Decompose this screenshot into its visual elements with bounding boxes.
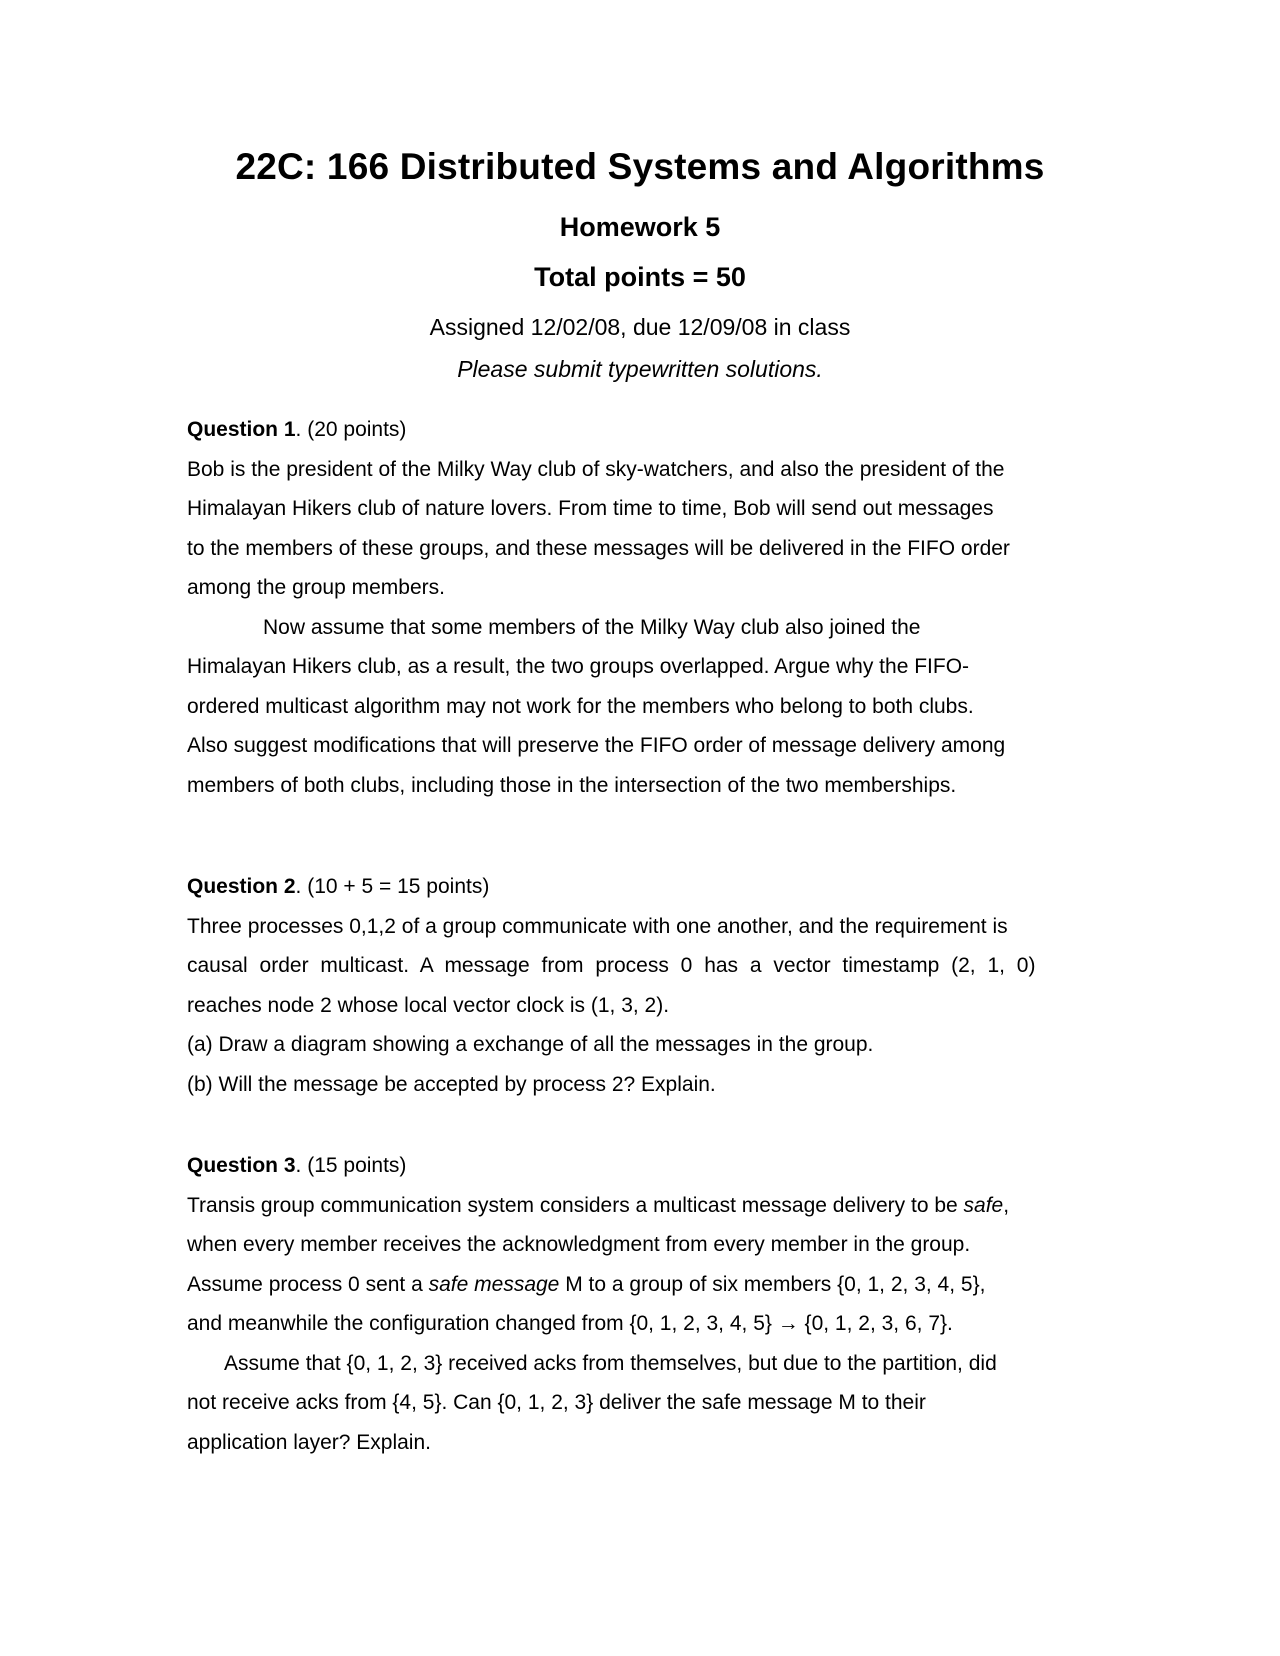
question-1-line: to the members of these groups, and these messages will be delivered in the FIFO order [187,536,1010,560]
question-2-part-b: (b) Will the message be accepted by process 2? Explain. [187,1072,716,1096]
total-points: Total points = 50 [534,262,746,292]
question-3-text: , [1003,1193,1010,1217]
question-2-line: reaches node 2 whose local vector clock is (1, 3, 2). [187,993,670,1017]
question-2-label: Question 2 [187,875,296,898]
question-1-line: members of both clubs, including those in the intersection of the two memberships. [187,773,957,797]
question-3-line [187,1265,1087,1305]
question-1-line: Also suggest modifications that will preserve the FIFO order of message delivery among [187,734,1006,757]
question-3-line [187,1186,1087,1226]
question-1-points: . (20 points) [295,418,407,441]
question-2-heading [187,867,1087,907]
question-2-line: Three processes 0,1,2 of a group communicate with one another, and the requirement is [187,914,1008,938]
question-1-line: Himalayan Hikers club of nature lovers. From time to time, Bob will send out messages [187,497,994,520]
page-title: 22C: 166 Distributed Systems and Algorithms [235,146,1045,187]
question-1-line: Himalayan Hikers club, as a result, the two groups overlapped. Argue why the FIFO- [187,655,970,678]
question-1-line: ordered multicast algorithm may not work for the members who belong to both clubs. [187,694,974,718]
question-3-emphasis: safe message [428,1272,560,1296]
question-3-points: . (15 points) [295,1154,407,1177]
question-1-line: among the group members. [187,576,445,599]
question-3-line: and meanwhile the configuration changed from {0, 1, 2, 3, 4, 5} → {0, 1, 2, 3, 6, 7}. [187,1312,953,1335]
question-1-line: Bob is the president of the Milky Way club of sky-watchers, and also the president of the [187,457,1005,481]
question-3 [187,1146,1087,1462]
question-3-label: Question 3 [187,1154,296,1177]
question-3-line: application layer? Explain. [187,1430,431,1454]
question-2 [187,867,1087,1104]
question-3-emphasis: safe [963,1193,1004,1217]
question-3-text: Assume process 0 sent a [187,1272,429,1296]
question-3-text: Transis group communication system considers a multicast message delivery to be [187,1193,964,1217]
question-1-heading [187,410,1087,450]
question-2-part-a: (a) Draw a diagram showing a exchange of all the messages in the group. [187,1033,874,1056]
question-1-line: Now assume that some members of the Milky Way club also joined the [263,615,921,639]
question-1 [187,410,1087,805]
assigned-dates: Assigned 12/02/08, due 12/09/08 in class [429,314,851,340]
question-3-heading [187,1146,1087,1186]
submission-note: Please submit typewritten solutions. [457,356,823,382]
question-3-line: not receive acks from {4, 5}. Can {0, 1, 2, 3} deliver the safe message M to their [187,1391,926,1414]
question-2-points: . (10 + 5 = 15 points) [295,875,490,898]
question-3-line: when every member receives the acknowledgment from every member in the group. [187,1233,971,1256]
question-2-line: causal order multicast. A message from process 0 has a vector timestamp (2, 1, 0) [187,954,1036,977]
question-3-text: M to a group of six members {0, 1, 2, 3, 4, 5}, [559,1272,986,1296]
homework-number: Homework 5 [559,212,721,242]
question-1-label: Question 1 [187,418,296,441]
question-3-line: Assume that {0, 1, 2, 3} received acks from themselves, but due to the partition, did [224,1351,997,1375]
